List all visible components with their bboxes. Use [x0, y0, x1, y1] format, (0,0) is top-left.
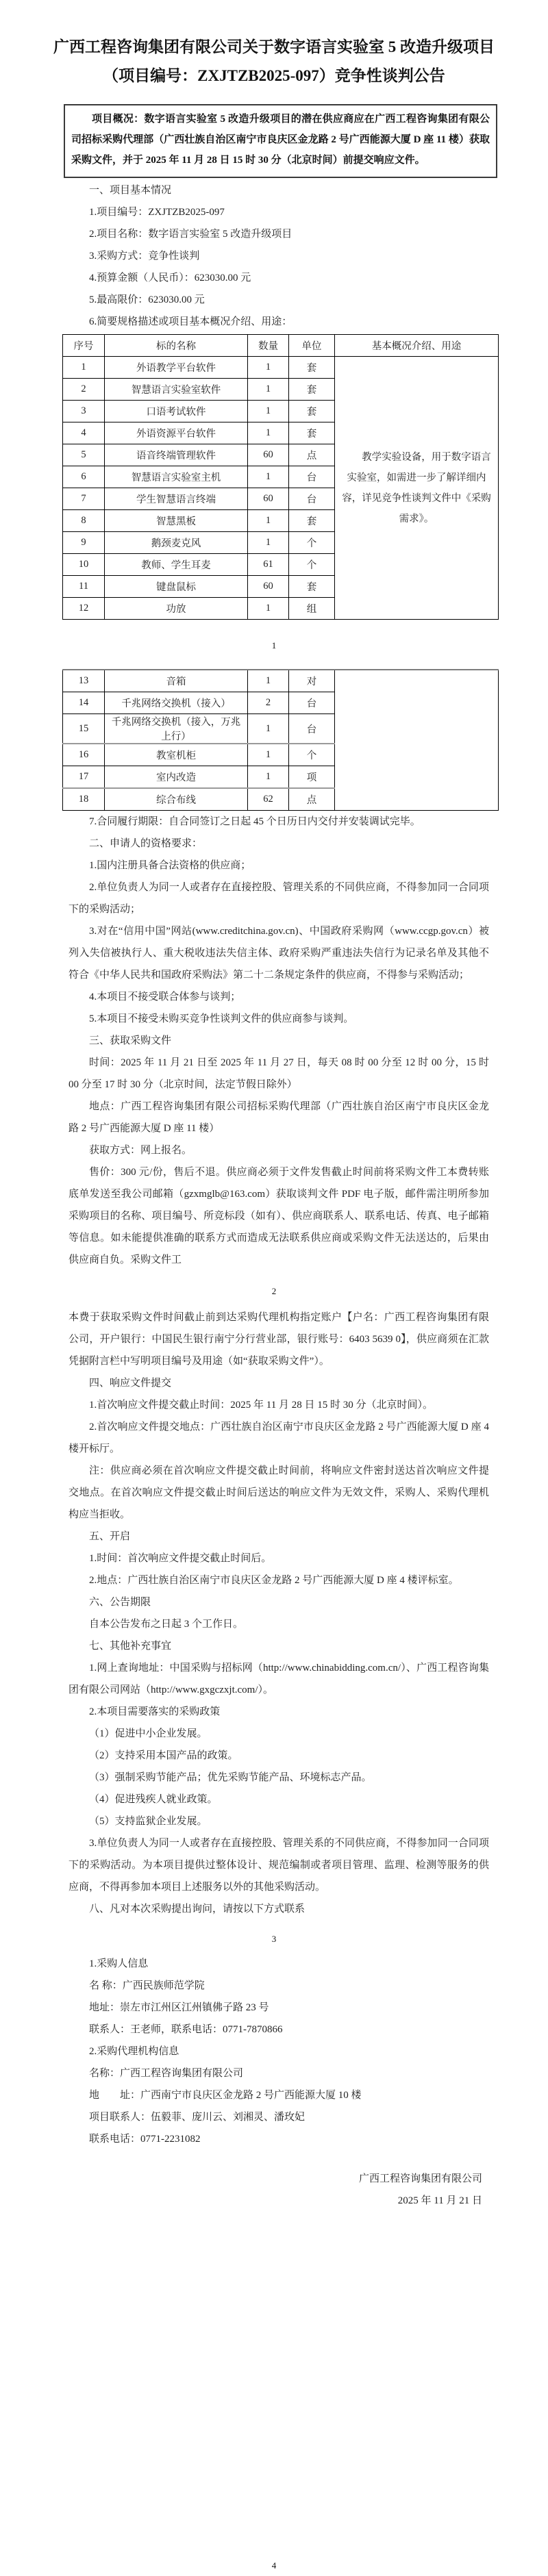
cell-unit: 个	[289, 532, 335, 554]
cell-no: 14	[63, 692, 105, 714]
section-qualifications-and-documents	[68, 811, 489, 1271]
paragraph: 时间：2025 年 11 月 21 日至 2025 年 11 月 27 日，每天 08 时 00 分至 12 时 00 分，15 时 00 分至 17 时 30 分（北京时间，法定节假日除外）	[68, 1057, 489, 1090]
cell-no: 2	[63, 379, 105, 401]
cell-qty: 61	[248, 554, 289, 576]
cell-no: 9	[63, 532, 105, 554]
paragraph: 5.最高限价：623030.00 元	[89, 294, 205, 305]
paragraph: 7.合同履行期限：自合同签订之日起 45 个日历日内交付并安装调试完毕。	[89, 816, 421, 827]
cell-name: 教师、学生耳麦	[105, 554, 248, 576]
signature-block	[68, 2168, 482, 2212]
paragraph: 3.单位负责人为同一人或者存在直接控股、管理关系的不同供应商，不得参加同一合同项下的采购活动。为本项目提供过整体设计、规范编制或者项目管理、监理、检测等服务的供应商，不得再参加本项目上述服务以外的其他采购活动。	[68, 1838, 489, 1893]
cell-no: 1	[63, 357, 105, 379]
cell-unit: 对	[289, 670, 335, 692]
cell-qty: 1	[248, 598, 289, 620]
table-note-cell: 教学实验设备，用于数字语言实验室，如需进一步了解详细内容，详见竞争性谈判文件中《采购需求》。	[335, 357, 499, 620]
cell-qty: 60	[248, 444, 289, 466]
paragraph: 八、凡对本次采购提出询问，请按以下方式联系	[89, 1904, 306, 1915]
paragraph: 1.时间：首次响应文件提交截止时间后。	[89, 1553, 272, 1564]
paragraph: 2.单位负责人为同一人或者存在直接控股、管理关系的不同供应商，不得参加同一合同项下的采购活动；	[68, 882, 489, 915]
items-table-page2	[62, 669, 499, 811]
paragraph: 1.项目编号：ZXJTZB2025-097	[89, 207, 225, 218]
cell-qty: 1	[248, 532, 289, 554]
cell-qty: 1	[248, 744, 289, 766]
paragraph: 二、申请人的资格要求：	[89, 838, 203, 849]
cell-unit: 点	[289, 788, 335, 811]
cell-no: 18	[63, 788, 105, 811]
cell-name: 键盘鼠标	[105, 576, 248, 598]
doc-title	[38, 33, 510, 90]
paragraph: 地点：广西工程咨询集团有限公司招标采购代理部（广西壮族自治区南宁市良庆区金龙路 2 号广西能源大厦 D 座 11 楼）	[68, 1101, 489, 1134]
paragraph: 售价：300 元/份，售后不退。供应商必须于文件发售截止时间前将采购文件工本费转账底单发送至我公司邮箱（gzxmglb@163.com）获取谈判文件 PDF 电子版，邮件需注明所参加采购项目的名称、项目编号、所竞标段（如有）、供应商联系人、联系电话、传真、电子邮箱等信息。如未能提供准确的联系方式而造成无法联系供应商或采购文件无法送达的，后果由供应商自负。采购文件工	[68, 1167, 489, 1265]
paragraph: 2.项目名称：数字语言实验室 5 改造升级项目	[89, 229, 292, 240]
page-number: 4	[271, 2560, 277, 2571]
cell-unit: 台	[289, 488, 335, 510]
paragraph: 5.本项目不接受未购买竞争性谈判文件的供应商参与谈判。	[89, 1013, 354, 1024]
paragraph: 六、公告期限	[89, 1597, 151, 1608]
col-header-desc: 基本概况介绍、用途	[335, 335, 499, 357]
cell-unit: 台	[289, 466, 335, 488]
cell-no: 15	[63, 714, 105, 744]
paragraph: （2）支持采用本国产品的政策。	[89, 1750, 238, 1761]
section-contact-info	[68, 1953, 489, 2150]
cell-name: 外语教学平台软件	[105, 357, 248, 379]
paragraph: 本费于获取采购文件时间截止前到达采购代理机构指定账户【户名：广西工程咨询集团有限公司，开户银行：中国民生银行南宁分行营业部，银行账号：6403 5639 0】，供应商须在汇款凭据附言栏中写明项目编号及用途（如“获取采购文件”）。	[68, 1312, 489, 1367]
cell-no: 4	[63, 422, 105, 444]
paragraph: 3.对在“信用中国”网站(www.creditchina.gov.cn)、中国政府采购网（www.ccgp.gov.cn）被列入失信被执行人、重大税收违法失信主体、政府采购严重违法失信行为记录名单及其他不符合《中华人民共和国政府采购法》第二十二条规定条件的供应商，不得参与采购活动；	[68, 926, 489, 981]
col-header-unit: 单位	[289, 335, 335, 357]
table-row	[63, 670, 499, 692]
paragraph: 注：供应商必须在首次响应文件提交截止时间前，将响应文件密封送达首次响应文件提交地点。在首次响应文件提交截止时间后送达的响应文件为无效文件，采购人、采购代理机构应当拒收。	[68, 1465, 489, 1520]
section-submission-and-policies	[68, 1306, 489, 1920]
cell-name: 室内改造	[105, 766, 248, 789]
cell-name: 语音终端管理软件	[105, 444, 248, 466]
cell-qty: 2	[248, 692, 289, 714]
paragraph: 1.网上查询地址：中国采购与招标网（http://www.chinabidding.com.cn/）、广西工程咨询集团有限公司网站（http://www.gxgczxjt.com/）。	[68, 1663, 489, 1695]
paragraph: 4.预算金额（人民币）：623030.00 元	[89, 273, 251, 283]
paragraph: 2.本项目需要落实的采购政策	[89, 1706, 221, 1717]
paragraph: 获取方式：网上报名。	[89, 1145, 192, 1156]
cell-no: 13	[63, 670, 105, 692]
cell-no: 17	[63, 766, 105, 789]
paragraph: 联系电话：0771-2231082	[89, 2134, 201, 2145]
doc-title-line1: 广西工程咨询集团有限公司关于数字语言实验室 5 改造升级项目	[53, 38, 495, 55]
paragraph: 自本公告发布之日起 3 个工作日。	[89, 1619, 244, 1630]
paragraph: 1.首次响应文件提交截止时间：2025 年 11 月 28 日 15 时 30 分（北京时间）。	[89, 1400, 433, 1411]
page-number: 3	[271, 1934, 277, 1944]
cell-name: 外语资源平台软件	[105, 422, 248, 444]
cell-unit: 台	[289, 714, 335, 744]
paragraph: 五、开启	[89, 1531, 131, 1542]
cell-name: 功放	[105, 598, 248, 620]
paragraph: （1）促进中小企业发展。	[89, 1728, 208, 1739]
paragraph: 名 称：广西民族师范学院	[89, 1980, 205, 1991]
col-header-no: 序号	[63, 335, 105, 357]
cell-unit: 套	[289, 357, 335, 379]
paragraph: 2.地点：广西壮族自治区南宁市良庆区金龙路 2 号广西能源大厦 D 座 4 楼评标室。	[89, 1575, 459, 1586]
cell-unit: 套	[289, 576, 335, 598]
cell-qty: 1	[248, 670, 289, 692]
cell-qty: 1	[248, 766, 289, 789]
cell-qty: 60	[248, 488, 289, 510]
cell-qty: 1	[248, 401, 289, 422]
paragraph: （3）强制采购节能产品；优先采购节能产品、环境标志产品。	[89, 1772, 372, 1783]
paragraph: 四、响应文件提交	[89, 1378, 172, 1389]
signature-date: 2025 年 11 月 21 日	[397, 2195, 482, 2206]
cell-unit: 台	[289, 692, 335, 714]
cell-name: 千兆网络交换机（接入）	[105, 692, 248, 714]
paragraph: 名称：广西工程咨询集团有限公司	[89, 2068, 244, 2079]
cell-qty: 1	[248, 422, 289, 444]
paragraph: 七、其他补充事宜	[89, 1641, 172, 1652]
cell-unit: 个	[289, 744, 335, 766]
col-header-qty: 数量	[248, 335, 289, 357]
paragraph: 2.首次响应文件提交地点：广西壮族自治区南宁市良庆区金龙路 2 号广西能源大厦 D 座 4 楼开标厅。	[68, 1422, 489, 1454]
cell-unit: 套	[289, 510, 335, 532]
paragraph: 4.本项目不接受联合体参与谈判；	[89, 992, 241, 1002]
cell-no: 3	[63, 401, 105, 422]
page-number: 1	[271, 640, 277, 651]
cell-no: 12	[63, 598, 105, 620]
cell-qty: 1	[248, 510, 289, 532]
cell-unit: 点	[289, 444, 335, 466]
paragraph: 联系人：王老师，联系电话：0771-7870866	[89, 2024, 283, 2035]
cell-name: 智慧黑板	[105, 510, 248, 532]
cell-no: 8	[63, 510, 105, 532]
cell-qty: 60	[248, 576, 289, 598]
signature-org: 广西工程咨询集团有限公司	[358, 2173, 482, 2184]
cell-unit: 套	[289, 422, 335, 444]
cell-unit: 套	[289, 379, 335, 401]
cell-no: 16	[63, 744, 105, 766]
cell-name: 学生智慧语言终端	[105, 488, 248, 510]
paragraph: 1.国内注册具备合法资格的供应商；	[89, 860, 251, 871]
cell-qty: 1	[248, 357, 289, 379]
paragraph: 3.采购方式：竞争性谈判	[89, 251, 200, 262]
table-row	[63, 357, 499, 379]
paragraph: 2.采购代理机构信息	[89, 2046, 179, 2057]
cell-no: 11	[63, 576, 105, 598]
cell-name: 鹅颈麦克风	[105, 532, 248, 554]
table-note-cell	[335, 670, 499, 811]
cell-unit: 组	[289, 598, 335, 620]
cell-name: 教室机柜	[105, 744, 248, 766]
cell-unit: 项	[289, 766, 335, 789]
paragraph: 三、获取采购文件	[89, 1035, 172, 1046]
cell-qty: 1	[248, 466, 289, 488]
paragraph: （4）促进残疾人就业政策。	[89, 1794, 218, 1805]
cell-qty: 62	[248, 788, 289, 811]
cell-name: 智慧语言实验室软件	[105, 379, 248, 401]
table-header-row	[63, 335, 499, 357]
paragraph: 6.简要规格描述或项目基本概况介绍、用途：	[89, 316, 292, 327]
cell-no: 5	[63, 444, 105, 466]
cell-unit: 套	[289, 401, 335, 422]
cell-unit: 个	[289, 554, 335, 576]
paragraph: 地 址：广西南宁市良庆区金龙路 2 号广西能源大厦 10 楼	[89, 2090, 362, 2101]
project-overview-box	[64, 104, 497, 178]
cell-name: 口语考试软件	[105, 401, 248, 422]
paragraph: 一、项目基本情况	[89, 185, 172, 196]
doc-title-line2: （项目编号：ZXJTZB2025-097）竞争性谈判公告	[103, 67, 445, 84]
cell-qty: 1	[248, 714, 289, 744]
paragraph: 1.采购人信息	[89, 1958, 149, 1969]
col-header-name: 标的名称	[105, 335, 248, 357]
cell-no: 10	[63, 554, 105, 576]
paragraph: 地址：崇左市江州区江州镇佛子路 23 号	[89, 2002, 269, 2013]
section-basic-info	[68, 179, 489, 333]
items-table-page1	[62, 334, 499, 620]
cell-no: 7	[63, 488, 105, 510]
cell-name: 千兆网络交换机（接入，万兆上行）	[105, 714, 248, 744]
cell-no: 6	[63, 466, 105, 488]
cell-name: 智慧语言实验室主机	[105, 466, 248, 488]
cell-name: 综合布线	[105, 788, 248, 811]
project-overview-text: 项目概况：数字语言实验室 5 改造升级项目的潜在供应商应在广西工程咨询集团有限公司招标采购代理部（广西壮族自治区南宁市良庆区金龙路 2 号广西能源大厦 D 座 11 楼）获取采购文件，并于 2025 年 11 月 28 日 15 时 30 分（北京时间）前提交响应文件。	[71, 114, 490, 166]
page-number: 2	[271, 1286, 277, 1296]
paragraph: （5）支持监狱企业发展。	[89, 1816, 208, 1827]
cell-qty: 1	[248, 379, 289, 401]
cell-name: 音箱	[105, 670, 248, 692]
paragraph: 项目联系人：伍毅菲、庞川云、刘湘灵、潘玫妃	[89, 2112, 306, 2123]
